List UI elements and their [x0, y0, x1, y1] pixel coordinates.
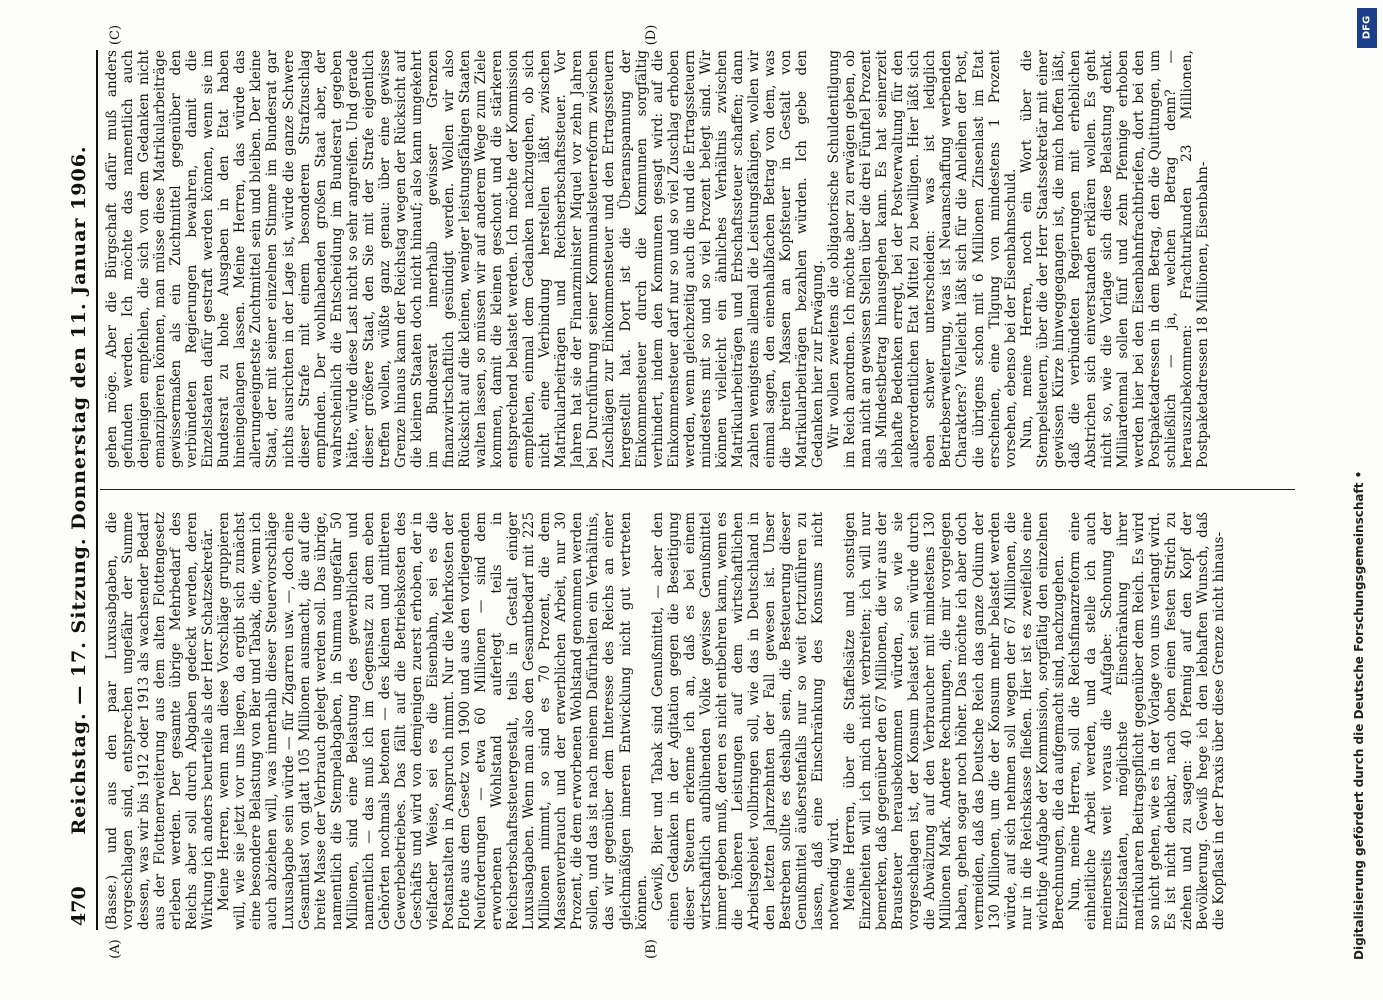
dfg-logo	[1357, 8, 1377, 48]
dfg-logo-label: DFG	[1361, 15, 1373, 40]
paragraph: Gewiß, Bier und Tabak sind Genußmittel, — aber den einen Gedanken in der Agitation gegen die Beseitigung dieser Steuern erkenne ich an, daß es bei einem wirtschaftlich aufblühenden Volke gewisse Genußmittel immer geben muß, deren es nicht entbehren kann, wenn es die höheren Leistungen auf dem wirtschaftlichen Arbeitsgebiet vollbringen soll, wie das in Deutschland in den letzten Jahrzehnten der Fall gewesen ist. Unser Bestreben sollte es deshalb sein, die Besteuerung dieser Genußmittel äußerstenfalls nur so weit fortzuführen zu lassen, daß eine Einschränkung des Konsums nicht notwendig wird.	[649, 512, 843, 930]
left-column	[104, 512, 1299, 930]
paragraph: (Basse.) und aus den paar Luxusabgaben, die vorgeschlagen sind, entsprechen ungefähr der Summe dessen, was wir bis 1912 oder 1913 als wachsender Bedarf aus der Flottenerweiterung aus dem alten Flottengesetz erleben werden. Der gesamte übrige Mehrbedarf des Reichs aber soll durch Abgaben gedeckt werden, deren Wirkung ich anders beurteile als der Herr Schatzsekretär.	[104, 512, 217, 930]
paragraph: Nun, meine Herren, noch ein Wort über die Stempelsteuern, über die der Herr Staatssekretär mit einer gewissen Kürze hinweggegangen ist, die mich hoffen läßt, daß die verbündeten Regierungen mit erheblichen Abstrichen sich einverstanden erklären wollen. Es geht nicht so, wie die Vorlage sich diese Belastung denkt. Milliardenmal sollen fünf und zehn Pfennige erhoben werden hier bei den Eisenbahnfrachtbriefen, dort bei den Postpaketadressen in dem Betrag, den die Quittungen, um schließlich — ja, welchen Betrag denn? — herauszubekommen: Frachturkunden 23 Millionen, Postpaketadressen 18 Millionen, Eisenbahn-	[1018, 50, 1212, 468]
paragraph: Meine Herren, über die Staffelsätze und sonstigen Einzelheiten will ich mich nicht verbreiten; ich will nur bemerken, daß gegenüber den 67 Millionen, die wir aus der Brausteuer herausbekommen würden, so wie sie vorgeschlagen ist, der Konsum belastet sein würde durch die Abwälzung auf den Verbraucher mit mindestens 130 Millionen Mark. Andere Rechnungen, die mir vorgelegen haben, gehen sogar noch höher. Das möchte ich aber doch vermeiden, daß das Deutsche Reich das ganze Odium der 130 Millionen, um die der Konsum mehr belastet werden würde, auf sich nehmen soll wegen der 67 Millionen, die nur in die Reichskasse fließen. Hier ist es zweifellos eine wichtige Aufgabe der Kommission, sorgfältig den einzelnen Berechnungen, die da aufgemacht sind, nachzugehen.	[842, 512, 1067, 930]
page-title: Reichstag. — 17. Sitzung. Donnerstag den 11. Januar 1906.	[68, 145, 90, 835]
right-column	[104, 50, 1299, 468]
paragraph: Nun, meine Herren, soll die Reichsfinanzreform eine einheitliche Arbeit werden, und da stelle ich auch meinerseits weit voraus die Aufgabe: Schonung der Einzelstaaten, möglichste Einschränkung ihrer matrikularen Beitragspflicht gegenüber dem Reich. Es wird so nicht gehen, wie es in der Vorlage von uns verlangt wird. Es ist nicht denkbar, nach oben einen festen Strich zu ziehen und zu sagen: 40 Pfennig auf den Kopf der Bevölkerung. Gewiß hege ich den lebhaften Wunsch, daß die Kopflast in der Praxis über diese Grenze nicht hinaus-	[1066, 512, 1228, 930]
section-mark-d: (D)	[644, 24, 659, 46]
page-number: 470	[68, 886, 90, 926]
paragraph: Wir wollen zweitens die obligatorische Schuldentilgung im Reich anordnen. Ich möchte aber zu erwägen geben, ob man nicht an gewissen Stellen über die drei Fünftel Prozent als Mindestbetrag hinausgehen kann. Es hat seinerzeit lebhafte Bedenken erregt, bei der Postverwaltung für den außerordentlichen Etat Mittel zu bewilligen. Hier läßt sich eben schwer unterscheiden: was ist lediglich Betriebserweiterung, was ist Neuanschaffung werbenden Charakters? Vielleicht läßt sich für die Anleihen der Post, die übrigens schon mit 6 Millionen Zinsenlast im Etat erscheinen, eine Tilgung von mindestens 1 Prozent vorsehen, ebenso bei der Eisenbahnschuld.	[826, 50, 1019, 468]
page-header	[64, 50, 100, 930]
paragraph: gehen möge. Aber die Bürgschaft dafür muß anders gefunden werden. Ich möchte das namentlich auch denjenigen empfehlen, die sich von dem Gedanken nicht emanzipieren können, man müsse diese Matrikularbeiträge gewissermaßen als ein Zuchtmittel gegenüber den verbündeten Regierungen bewahren, damit die Einzelstaaten dafür gestraft werden können, wenn sie im Bundesrat zu hohe Ausgaben in den Etat haben hineingelangen lassen. Meine Herren, das würde das allerungeeignetste Zuchtmittel sein und bleiben. Der kleine Staat, der mit seiner einzelnen Stimme im Bundesrat gar nichts ausrichten in der Lage ist, würde die ganze Schwere dieser Strafe mit einem besonderen Strafzuschlag empfinden. Der wohlhabenden großen Staat aber, der wahrscheinlich die Entscheidung im Bundesrat gegeben hätte, würde diese Last nicht so sehr angreifen. Und gerade dieser größere Staat, den Sie mit der Strafe eigentlich treffen wollen, wüßte ganz genau: über eine gewisse Grenze hinaus kann der Reichstag wegen der Rücksicht auf die kleinen Staaten doch nicht hinauf; also kann umgekehrt im Bundesrat innerhalb gewisser Grenzen finanzwirtschaftlich gesündigt werden. Wollen wir also Rücksicht auf die kleinen, weniger leistungsfähigen Staaten walten lassen, so müssen wir auf anderem Wege zum Ziele kommen, damit die kleinen geschont und die stärkeren entsprechend belastet werden. Ich möchte der Kommission empfehlen, einmal dem Gedanken nachzugehen, ob sich nicht eine Verbindung herstellen läßt zwischen Matrikularbeiträgen und Reichserbschaftssteuer. Vor Jahren hat sie der Finanzminister Miquel vor zehn Jahren bei Durchführung seiner Kommunalsteuerreform zwischen Zuschlägen zur Einkommensteuer und den Ertragssteuern hergestellt hat. Dort ist die Überanspannung der Einkommensteuer durch die Kommunen sorgfältig verhindert, indem den Kommunen gesagt wird: auf die Einkommensteuer darf nur so und so viel Zuschlag erhoben werden, wenn gleichzeitig auch die und die Ertragssteuern mindestens mit so und so viel Prozent belegt sind. Wir können vielleicht ein ähnliches Verhältnis zwischen Matrikularbeiträgen und Erbschaftssteuer schaffen; dann zahlen wenigstens allemal die Leistungsfähigen, wollen wir einmal sagen, den einenhalbfachen Betrag von dem, was die breiten Massen an Kopfsteuer in Gestalt von Matrikularbeiträgen bezahlen würden. Ich gebe den Gedanken hier zur Erwägung.	[104, 50, 827, 468]
column-separator	[100, 489, 1295, 490]
section-mark-b: (B)	[644, 939, 659, 959]
paragraph: Meine Herren, wenn man diese Vorschläge gruppieren will, wie sie jetzt vor uns liegen, da ergibt sich zunächst eine besondere Belastung von Bier und Tabak, die, wenn ich auch abziehen will, was innerhalb dieser Steuervorschläge Luxusabgabe sein würde — für Zigarren usw. —, doch eine Gesamtlast von glatt 105 Millionen ausmacht, die auf die breite Masse der Verbrauch gelegt werden soll. Das übrige, namentlich die Stempelabgaben, in Summa ungefähr 50 Millionen, sind eine Belastung des gewerblichen und namentlich — das muß ich im Gegensatz zu dem eben Gehörten nochmals betonen — des kleinen und mittleren Gewerbebetriebes. Das fällt auf die Betriebskosten des Geschäfts und wird von demjenigen zuerst erhoben, der in vielfacher Weise, sei es die Eisenbahn, sei es die Postanstalten in Anspruch nimmt. Nur die Mehrkosten der Flotte aus dem Gesetz von 1900 und aus den vorliegenden Neuforderungen — etwa 60 Millionen — sind dem erworbenen Wohlstand auferlegt teils in Reichserbschaftssteuergestalt, teils in Gestalt einiger Luxusabgaben. Wenn man also den Gesamtbedarf mit 225 Millionen nimmt, so sind es 70 Prozent, die dem Massenverbrauch und der erwerblichen Arbeit, nur 30 Prozent, die dem erworbenen Wohlstand genommen werden sollen, und das ist nach meinem Dafürhalten ein Verhältnis, das wir gegenüber dem Interesse des Reichs an einer gleichmäßigen inneren Entwicklung nicht gut vertreten können.	[216, 512, 650, 930]
header-rule	[96, 50, 98, 930]
section-mark-a: (A)	[108, 939, 123, 959]
rotated-page-content	[64, 24, 1309, 959]
digitization-credit: Digitalisierung gefördert durch die Deutsche Forschungsgemeinschaft •	[1352, 470, 1366, 960]
section-mark-c: (C)	[108, 24, 123, 46]
